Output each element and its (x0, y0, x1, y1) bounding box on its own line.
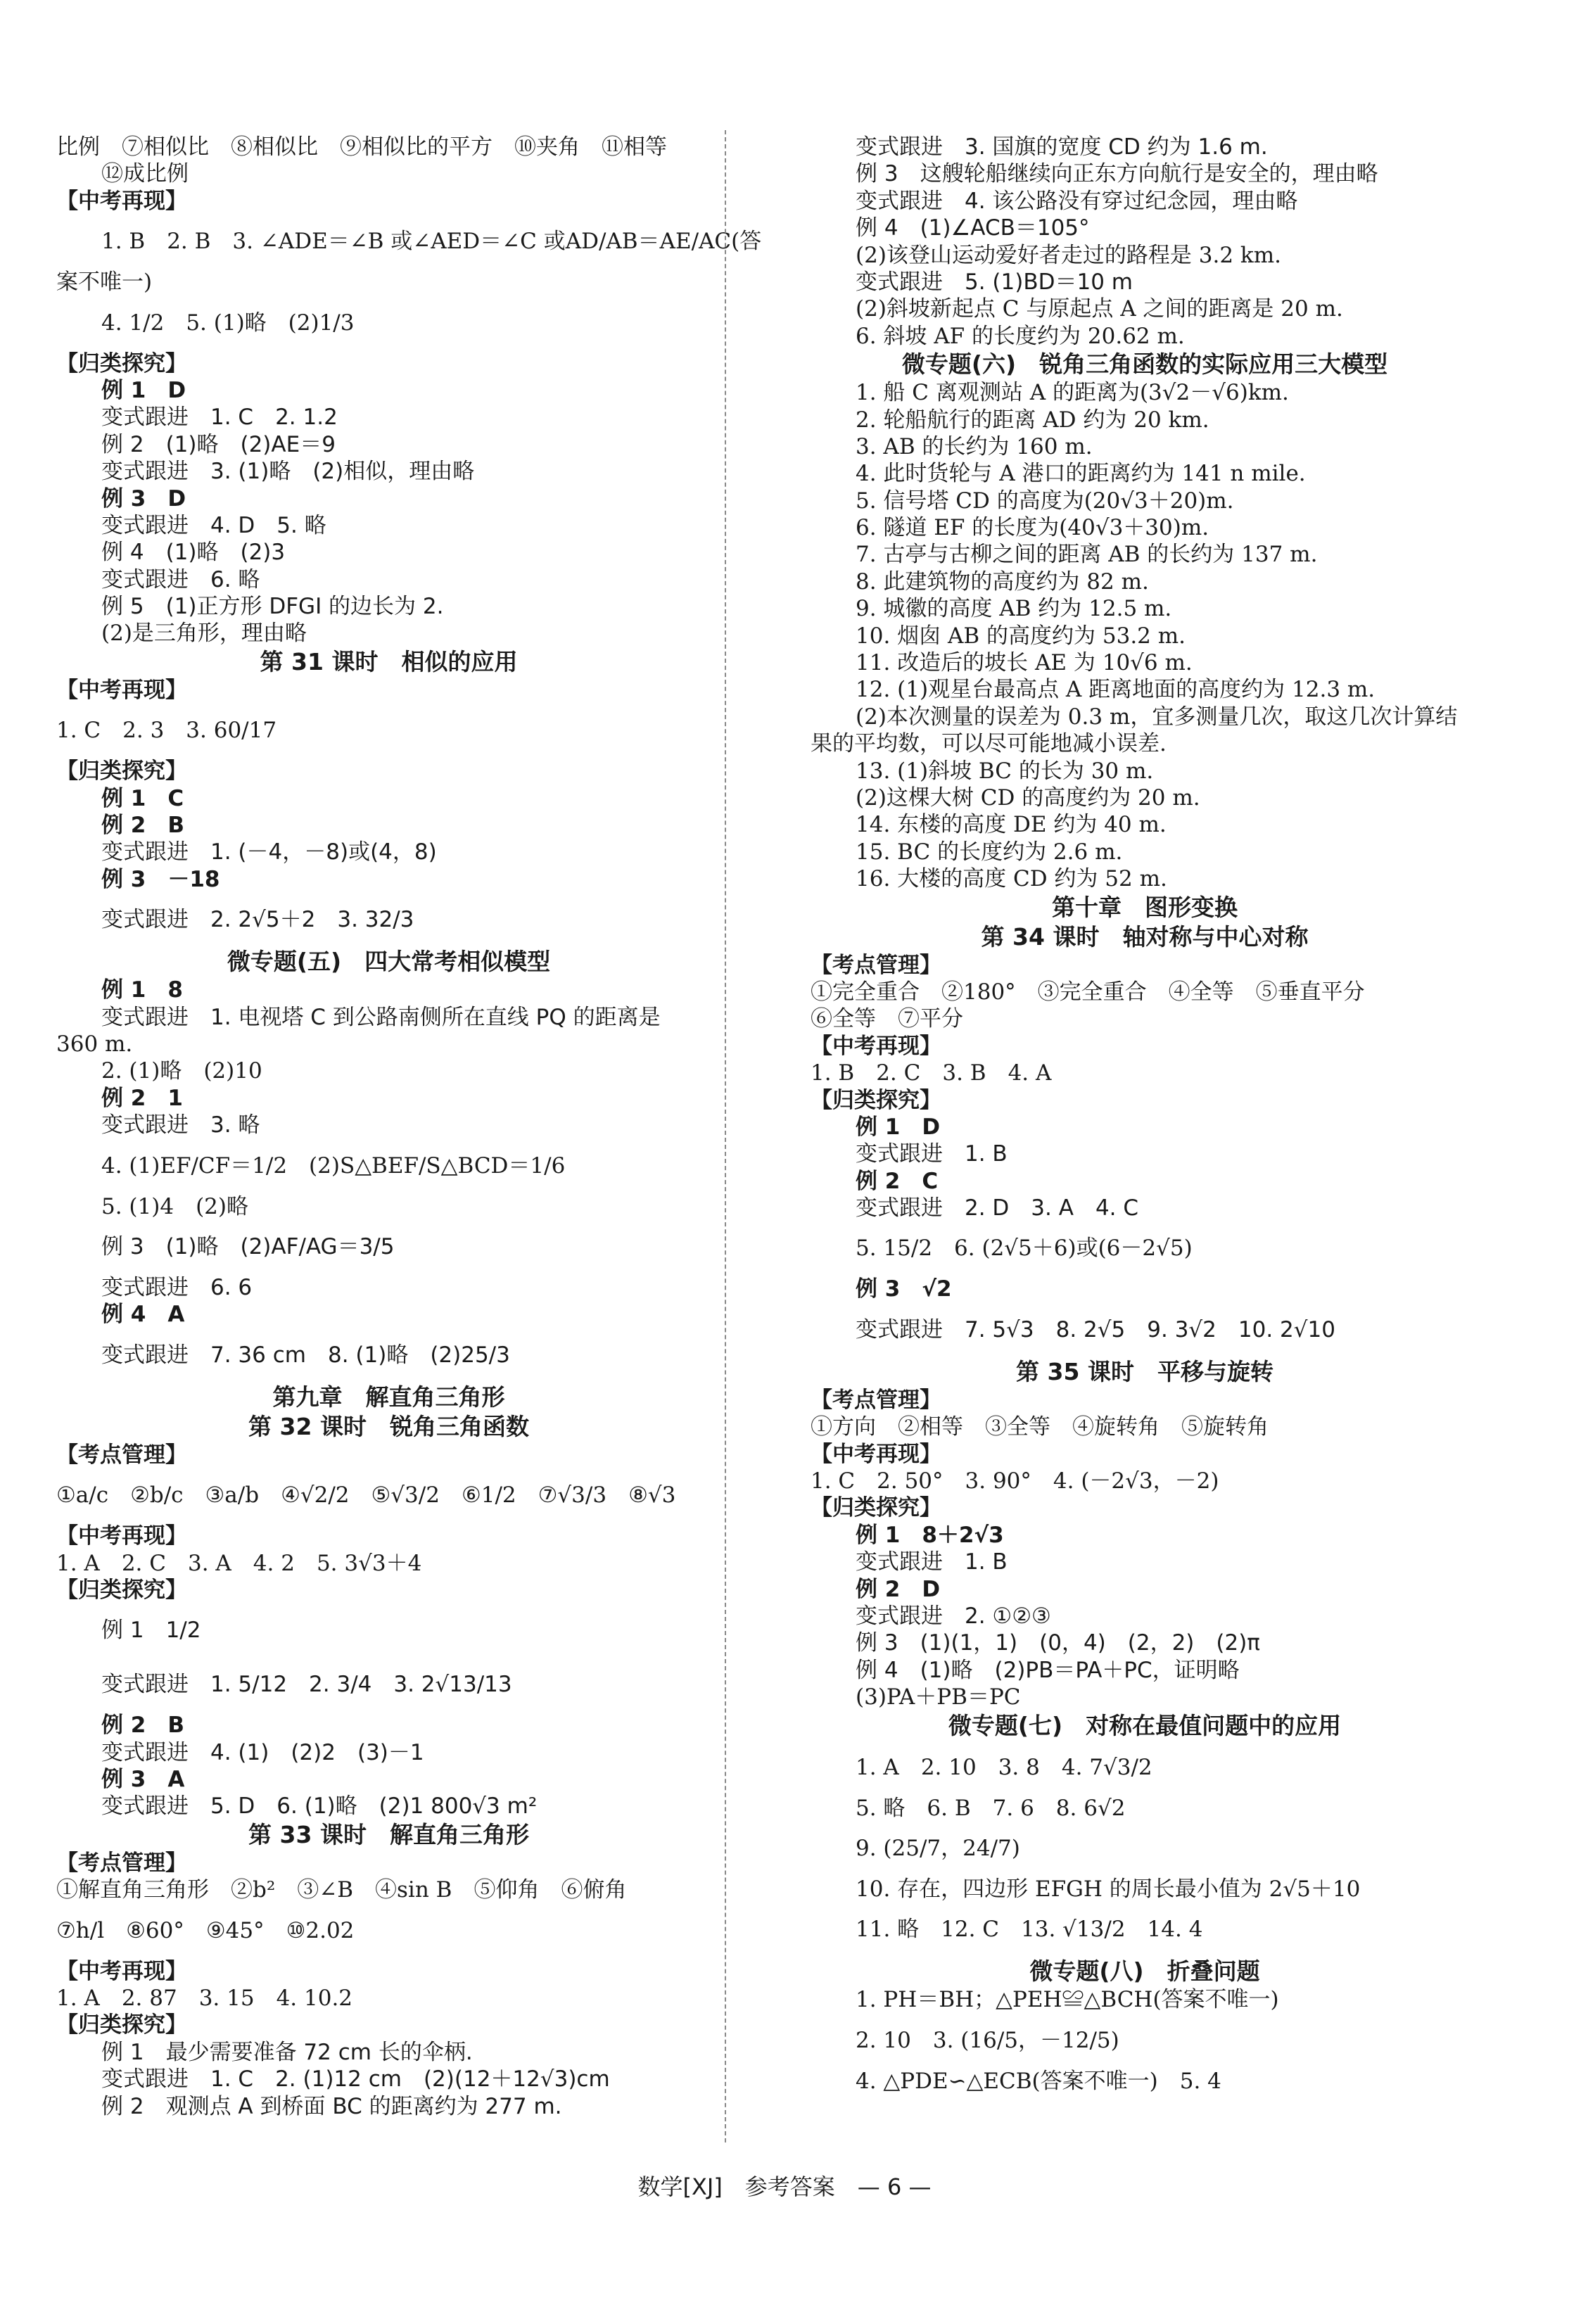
answer-line: 例 1 D (856, 1114, 941, 1140)
answer-line: 例 2 B (101, 813, 184, 839)
answer-line: 比例 ⑦相似比 ⑧相似比 ⑨相似比的平方 ⑩夹角 ⑪相等 (56, 134, 667, 160)
answer-line: 2. 10 3. (16/5，－12/5) (856, 2027, 1119, 2053)
section-heading: 【中考再现】 (811, 1441, 941, 1467)
page-footer: 数学[XJ] 参考答案 — 6 — (637, 2173, 932, 2200)
answer-line: 10. 烟囱 AB 的高度约为 53.2 m. (856, 623, 1186, 649)
answer-line: 例 1 1/2 (101, 1618, 201, 1644)
section-title: 微专题(五) 四大常考相似模型 (227, 948, 551, 976)
answer-line: 变式跟进 3. 略 (101, 1112, 260, 1138)
answer-line: 1. A 2. C 3. A 4. 2 5. 3√3＋4 (56, 1550, 422, 1576)
answer-line: 例 3 (1)(1，1) (0，4) (2，2) (2)π (856, 1630, 1260, 1656)
section-title: 第 33 课时 解直角三角形 (248, 1820, 529, 1848)
answer-line: 1. A 2. 10 3. 8 4. 7√3/2 (856, 1754, 1152, 1780)
answer-line: 变式跟进 1. B (856, 1549, 1008, 1575)
section-title: 第 35 课时 平移与旋转 (1016, 1357, 1273, 1385)
answer-line: 变式跟进 3. 国旗的宽度 CD 约为 1.6 m. (856, 134, 1268, 160)
answer-line: (2)本次测量的误差为 0.3 m，宜多测量几次，取这几次计算结 (856, 704, 1458, 730)
answer-line: 13. (1)斜坡 BC 的长为 30 m. (856, 758, 1154, 784)
section-heading: 【中考再现】 (56, 677, 187, 703)
answer-line: 1. B 2. B 3. ∠ADE＝∠B 或∠AED＝∠C 或AD/AB＝AE/AC(答 (101, 229, 762, 255)
answer-line: 5. 信号塔 CD 的高度为(20√3＋20)m. (856, 488, 1234, 514)
answer-line: 变式跟进 4. 该公路没有穿过纪念园，理由略 (856, 188, 1298, 214)
section-title: 微专题(六) 锐角三角函数的实际应用三大模型 (901, 350, 1388, 379)
answer-line: 2. 轮船航行的距离 AD 约为 20 km. (856, 407, 1209, 433)
answer-line: 4. (1)EF/CF＝1/2 (2)S△BEF/S△BCD＝1/6 (101, 1153, 566, 1179)
section-heading: 【中考再现】 (811, 1033, 941, 1059)
answer-line: 变式跟进 2. ①②③ (856, 1603, 1051, 1629)
answer-line: 2. (1)略 (2)10 (101, 1058, 262, 1084)
answer-line: 14. 东楼的高度 DE 约为 40 m. (856, 812, 1167, 838)
answer-line: 变式跟进 5. D 6. (1)略 (2)1 800√3 m² (101, 1793, 538, 1820)
answer-line: 9. (25/7，24/7) (856, 1835, 1020, 1861)
answer-line: 变式跟进 7. 36 cm 8. (1)略 (2)25/3 (101, 1342, 510, 1368)
answer-line: 1. B 2. C 3. B 4. A (811, 1060, 1052, 1086)
answer-line: 例 3 √2 (856, 1276, 952, 1302)
section-heading: 【中考再现】 (56, 1523, 187, 1549)
answer-line: 例 3 (1)略 (2)AF/AG＝3/5 (101, 1233, 395, 1259)
answer-line: 7. 古亭与古柳之间的距离 AB 的长约为 137 m. (856, 542, 1318, 568)
section-title: 第 31 课时 相似的应用 (260, 647, 518, 675)
answer-line: 变式跟进 2. D 3. A 4. C (856, 1195, 1139, 1221)
answer-line: 6. 斜坡 AF 的长度约为 20.62 m. (856, 323, 1185, 349)
answer-line: 变式跟进 1. 电视塔 C 到公路南侧所在直线 PQ 的距离是 (101, 1004, 661, 1030)
answer-line: 1. PH＝BH；△PEH≌△BCH(答案不唯一) (856, 1987, 1279, 2013)
answer-line: 9. 城徽的高度 AB 约为 12.5 m. (856, 596, 1172, 622)
answer-line: 11. 改造后的坡长 AE 为 10√6 m. (856, 650, 1193, 676)
answer-line: 1. C 2. 3 3. 60/17 (56, 718, 277, 744)
answer-line: 1. 船 C 离观测站 A 的距离为(3√2－√6)km. (856, 380, 1289, 406)
answer-line: 8. 此建筑物的高度约为 82 m. (856, 569, 1149, 595)
answer-line: 变式跟进 2. 2√5＋2 3. 32/3 (101, 907, 414, 933)
answer-line: 例 4 (1)略 (2)PB＝PA＋PC，证明略 (856, 1657, 1240, 1683)
answer-line: 6. 隧道 EF 的长度为(40√3＋30)m. (856, 515, 1209, 541)
answer-line: 3. AB 的长约为 160 m. (856, 433, 1093, 459)
answer-line: 360 m. (56, 1031, 133, 1057)
section-heading: 【中考再现】 (56, 188, 187, 214)
right-column (811, 134, 1479, 2095)
answer-line: 例 1 8＋2√3 (856, 1522, 1004, 1548)
section-heading: 【考点管理】 (56, 1850, 187, 1876)
section-heading: 【归类探究】 (56, 350, 187, 376)
section-title: 第 32 课时 锐角三角函数 (248, 1412, 529, 1440)
section-heading: 【归类探究】 (56, 758, 187, 785)
answer-line: 果的平均数，可以尽可能地减小误差. (811, 731, 1167, 757)
answer-line: 例 2 (1)略 (2)AE＝9 (101, 431, 336, 457)
section-title: 微专题(八) 折叠问题 (1029, 1957, 1260, 1986)
answer-line: (2)斜坡新起点 C 与原起点 A 之间的距离是 20 m. (856, 296, 1343, 322)
answer-line: 例 5 (1)正方形 DFGI 的边长为 2. (101, 594, 444, 620)
left-column (56, 134, 762, 2120)
answer-line: 例 2 D (856, 1576, 941, 1602)
answer-line: 例 1 最少需要准备 72 cm 长的伞柄. (101, 2039, 473, 2065)
answer-line: ①方向 ②相等 ③全等 ④旋转角 ⑤旋转角 (811, 1414, 1269, 1440)
answer-line: 变式跟进 1. (－4，－8)或(4，8) (101, 839, 437, 865)
answer-line: 例 2 1 (101, 1085, 183, 1111)
answer-line: 变式跟进 6. 6 (101, 1274, 253, 1300)
section-heading: 【考点管理】 (56, 1442, 187, 1468)
answer-line: ⑥全等 ⑦平分 (811, 1006, 963, 1032)
answer-line: 例 1 C (101, 785, 184, 811)
answer-line: 例 4 (1)∠ACB＝105° (856, 215, 1090, 241)
answer-line: 例 3 A (101, 1767, 185, 1793)
answer-line: 变式跟进 1. 5/12 2. 3/4 3. 2√13/13 (101, 1672, 512, 1698)
answer-line: 变式跟进 4. (1) (2)2 (3)－1 (101, 1739, 424, 1765)
answer-line: 变式跟进 3. (1)略 (2)相似，理由略 (101, 459, 475, 485)
answer-line: ①完全重合 ②180° ③完全重合 ④全等 ⑤垂直平分 (811, 979, 1365, 1005)
answer-line: 例 1 8 (101, 977, 183, 1003)
section-title: 微专题(七) 对称在最值问题中的应用 (948, 1711, 1342, 1739)
answer-line: 变式跟进 7. 5√3 8. 2√5 9. 3√2 10. 2√10 (856, 1316, 1335, 1342)
section-title: 第 34 课时 轴对称与中心对称 (981, 922, 1309, 951)
section-heading: 【中考再现】 (56, 1958, 187, 1984)
answer-line: ①a/c ②b/c ③a/b ④√2/2 ⑤√3/2 ⑥1/2 ⑦√3/3 ⑧√3 (56, 1482, 676, 1509)
answer-line: 16. 大楼的高度 CD 约为 52 m. (856, 866, 1167, 892)
answer-line: 例 4 (1)略 (2)3 (101, 540, 286, 566)
section-title: 第十章 图形变换 (1052, 893, 1238, 921)
answer-line: 4. △PDE∽△ECB(答案不唯一) 5. 4 (856, 2068, 1221, 2094)
answer-line: ⑫成比例 (101, 161, 189, 187)
answer-line: ⑦h/l ⑧60° ⑨45° ⑩2.02 (56, 1917, 355, 1943)
answer-line: 变式跟进 1. C 2. (1)12 cm (2)(12＋12√3)cm (101, 2066, 610, 2093)
answer-line: 例 4 A (101, 1302, 185, 1328)
answer-line: 例 3 D (101, 485, 186, 512)
section-heading: 【归类探究】 (811, 1495, 941, 1521)
section-heading: 【归类探究】 (56, 2012, 187, 2038)
answer-line: 例 3 －18 (101, 866, 220, 892)
answer-line: 11. 略 12. C 13. √13/2 14. 4 (856, 1917, 1203, 1943)
answer-line: (2)是三角形，理由略 (101, 621, 307, 647)
answer-line: 变式跟进 4. D 5. 略 (101, 512, 326, 538)
answer-line: 12. (1)观星台最高点 A 距离地面的高度约为 12.3 m. (856, 677, 1376, 703)
answer-line: 变式跟进 5. (1)BD＝10 m (856, 269, 1133, 295)
answer-line: 变式跟进 1. C 2. 1.2 (101, 405, 338, 431)
answer-line: 例 2 C (856, 1168, 939, 1194)
section-heading: 【考点管理】 (811, 1387, 941, 1413)
answer-line: 5. 15/2 6. (2√5＋6)或(6－2√5) (856, 1236, 1193, 1262)
answer-line: 变式跟进 6. 略 (101, 566, 260, 592)
answer-line: (3)PA＋PB＝PC (856, 1684, 1021, 1710)
answer-line: 4. 此时货轮与 A 港口的距离约为 141 n mile. (856, 461, 1306, 487)
answer-line: 1. C 2. 50° 3. 90° 4. (－2√3，－2) (811, 1468, 1219, 1494)
section-heading: 【考点管理】 (811, 952, 941, 978)
answer-line: 1. A 2. 87 3. 15 4. 10.2 (56, 1986, 353, 2012)
answer-line: 10. 存在，四边形 EFGH 的周长最小值为 2√5＋10 (856, 1876, 1361, 1902)
section-heading: 【归类探究】 (56, 1577, 187, 1603)
answer-line: 例 3 这艘轮船继续向正东方向航行是安全的，理由略 (856, 161, 1378, 187)
answer-line: 例 2 观测点 A 到桥面 BC 的距离约为 277 m. (101, 2093, 562, 2119)
column-divider (725, 130, 726, 2142)
answer-line: ①解直角三角形 ②b² ③∠B ④sin B ⑤仰角 ⑥俯角 (56, 1877, 627, 1903)
section-title: 第九章 解直角三角形 (272, 1383, 505, 1411)
answer-line: 案不唯一) (56, 269, 153, 296)
answer-line: 4. 1/2 5. (1)略 (2)1/3 (101, 310, 355, 336)
answer-line: 15. BC 的长度约为 2.6 m. (856, 839, 1123, 865)
answer-line: 5. (1)4 (2)略 (101, 1193, 248, 1219)
answer-line: 变式跟进 1. B (856, 1141, 1008, 1167)
answer-line: 例 1 D (101, 377, 186, 403)
answer-line: (2)该登山运动爱好者走过的路程是 3.2 km. (856, 242, 1281, 268)
section-heading: 【归类探究】 (811, 1087, 941, 1113)
answer-line: 例 2 B (101, 1713, 184, 1739)
answer-line: (2)这棵大树 CD 的高度约为 20 m. (856, 785, 1200, 811)
answer-line: 5. 略 6. B 7. 6 8. 6√2 (856, 1795, 1126, 1821)
